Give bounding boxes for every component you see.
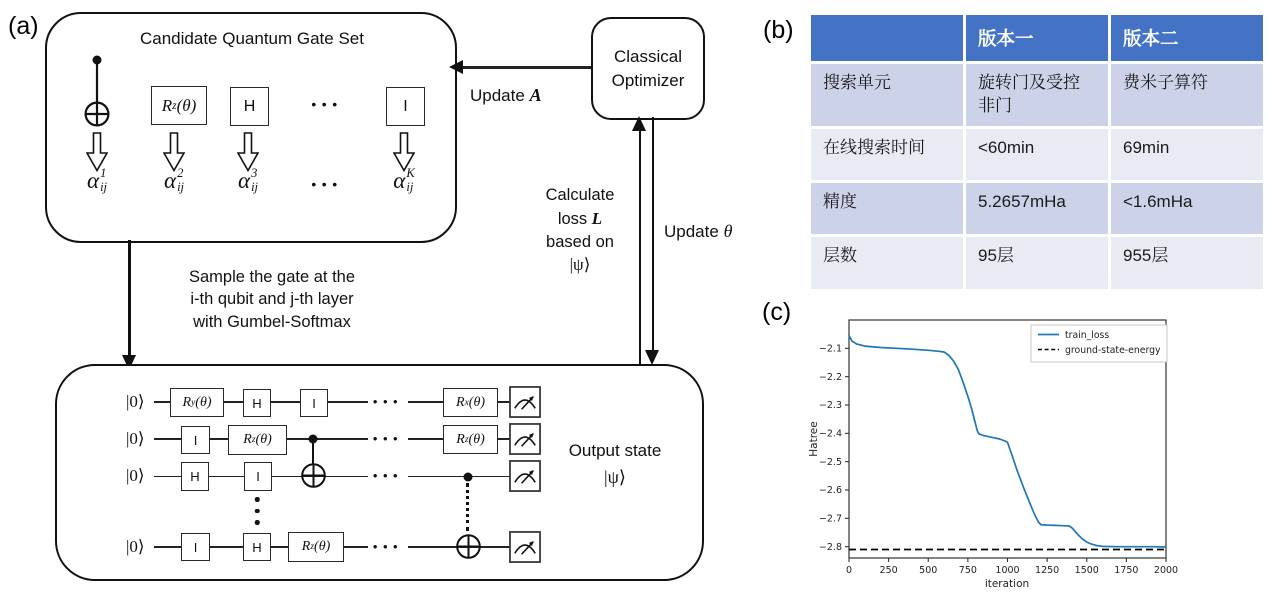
cnot-target-icon bbox=[455, 533, 482, 560]
panel-a-label: (a) bbox=[8, 12, 39, 40]
loss-feedback-line bbox=[639, 130, 641, 364]
cell-value: 955层 bbox=[1111, 237, 1263, 289]
panel-c-label: (c) bbox=[762, 298, 792, 326]
update-theta-label: Update θ bbox=[664, 221, 733, 241]
row-label: 在线搜索时间 bbox=[811, 129, 963, 180]
gate-i-candidate: I bbox=[386, 87, 425, 126]
gate-rz: R z (θ) bbox=[288, 532, 344, 562]
cnot-dotted-connector bbox=[466, 483, 469, 531]
legend-train-loss-label: train_loss bbox=[1065, 330, 1110, 341]
gate-ry: R y (θ) bbox=[170, 388, 224, 417]
gate-i: I bbox=[181, 533, 210, 561]
header-cell-version1: 版本一 bbox=[966, 15, 1108, 61]
cell-value: 95层 bbox=[966, 237, 1108, 289]
alpha-ellipsis: ••• bbox=[311, 176, 343, 192]
ket-zero: |0⟩ bbox=[126, 537, 145, 556]
measurement-icon bbox=[509, 531, 541, 563]
table-row bbox=[811, 129, 1263, 180]
row-label: 精度 bbox=[811, 183, 963, 234]
alpha-label-K: α K ij bbox=[393, 166, 415, 194]
table-row bbox=[811, 237, 1263, 289]
header-cell-version2: 版本二 bbox=[1111, 15, 1263, 61]
alpha-label-3: α 3 ij bbox=[237, 166, 259, 194]
table-row bbox=[811, 183, 1263, 234]
gate-i: I bbox=[244, 462, 272, 491]
alpha-label-2: α 2 ij bbox=[163, 166, 185, 194]
qubit-ellipsis-vertical bbox=[255, 497, 260, 525]
svg-text:1750: 1750 bbox=[1114, 565, 1139, 576]
gate-rz: R z (θ) bbox=[443, 425, 498, 454]
svg-text:−2.7: −2.7 bbox=[818, 513, 842, 525]
update-A-arrow-line bbox=[461, 66, 591, 69]
gate-i: I bbox=[300, 389, 328, 417]
svg-text:−2.2: −2.2 bbox=[818, 371, 842, 383]
cell-value: 5.2657mHa bbox=[966, 183, 1108, 234]
gate-set-title: Candidate Quantum Gate Set bbox=[140, 29, 364, 48]
svg-text:−2.8: −2.8 bbox=[818, 541, 842, 553]
gate-rz: R z (θ) bbox=[228, 425, 287, 455]
gate-i: I bbox=[181, 426, 210, 454]
y-axis-ticks bbox=[819, 344, 849, 553]
sample-gate-label: Sample the gate at the i-th qubit and j-th layer with Gumbel-Softmax bbox=[188, 268, 356, 331]
measurement-icon bbox=[509, 460, 541, 492]
circuit-ellipsis: ••• bbox=[372, 468, 404, 483]
gate-h: H bbox=[181, 462, 209, 491]
legend-ground-state-label: ground-state-energy bbox=[1065, 345, 1161, 356]
cell-value: 费米子算符 bbox=[1111, 64, 1263, 126]
cell-value: 旋转门及受控非门 bbox=[966, 64, 1108, 126]
ket-zero: |0⟩ bbox=[126, 392, 145, 411]
x-axis-ticks bbox=[846, 558, 1178, 576]
update-A-label: Update A bbox=[470, 85, 542, 105]
chart-legend bbox=[1031, 325, 1167, 362]
output-state-label: Output state |ψ⟩ bbox=[568, 441, 662, 488]
x-axis-label: iteration bbox=[984, 578, 1030, 590]
cell-value: 69min bbox=[1111, 129, 1263, 180]
svg-text:−2.3: −2.3 bbox=[818, 400, 842, 412]
svg-text:500: 500 bbox=[919, 565, 938, 576]
gate-h-candidate: H bbox=[230, 87, 269, 126]
row-label: 搜索单元 bbox=[811, 64, 963, 126]
svg-text:−2.6: −2.6 bbox=[818, 485, 842, 497]
svg-text:1500: 1500 bbox=[1074, 565, 1099, 576]
svg-text:1000: 1000 bbox=[995, 565, 1020, 576]
loss-feedback-arrowhead-icon bbox=[632, 116, 646, 131]
header-cell-blank bbox=[811, 15, 963, 61]
cnot-target-icon bbox=[300, 462, 327, 489]
gate-h: H bbox=[243, 533, 271, 561]
svg-text:2000: 2000 bbox=[1153, 565, 1179, 576]
update-theta-arrowhead-icon bbox=[645, 350, 659, 365]
circuit-ellipsis: ••• bbox=[372, 539, 404, 554]
cnot-gate-icon bbox=[83, 54, 111, 128]
calculate-loss-label: Calculate loss L based on |ψ⟩ bbox=[545, 186, 615, 275]
alpha-label-1: α 1 ij bbox=[86, 166, 108, 194]
ket-zero: |0⟩ bbox=[126, 429, 145, 448]
classical-optimizer-box: Classical Optimizer bbox=[591, 17, 705, 120]
circuit-ellipsis: ••• bbox=[372, 431, 404, 446]
panel-b-label: (b) bbox=[763, 16, 794, 44]
gate-set-ellipsis: ••• bbox=[311, 96, 343, 112]
ket-zero: |0⟩ bbox=[126, 466, 145, 485]
svg-text:−2.5: −2.5 bbox=[818, 456, 842, 468]
cell-value: <60min bbox=[966, 129, 1108, 180]
circuit-ellipsis: ••• bbox=[372, 394, 404, 409]
svg-text:1250: 1250 bbox=[1035, 565, 1060, 576]
control-dot bbox=[464, 472, 473, 481]
table-header-row bbox=[811, 15, 1263, 61]
measurement-icon bbox=[509, 423, 541, 455]
qubit-wire bbox=[408, 476, 510, 478]
measurement-icon bbox=[509, 386, 541, 418]
svg-text:−2.4: −2.4 bbox=[818, 428, 842, 440]
svg-text:0: 0 bbox=[845, 565, 853, 576]
svg-text:250: 250 bbox=[879, 565, 898, 576]
y-axis-label: Hatree bbox=[808, 421, 820, 457]
gate-h: H bbox=[243, 389, 271, 417]
sample-arrow-line bbox=[128, 240, 131, 357]
update-theta-line bbox=[652, 117, 654, 351]
update-A-arrowhead-icon bbox=[449, 60, 463, 74]
cell-value: <1.6mHa bbox=[1111, 183, 1263, 234]
comparison-table bbox=[808, 12, 1266, 292]
svg-text:750: 750 bbox=[958, 565, 977, 576]
gate-rx: R x (θ) bbox=[443, 388, 498, 417]
training-loss-chart bbox=[760, 300, 1280, 595]
table-row bbox=[811, 64, 1263, 126]
svg-text:−2.1: −2.1 bbox=[818, 343, 842, 355]
gate-rz-candidate: R z (θ) bbox=[151, 86, 207, 125]
row-label: 层数 bbox=[811, 237, 963, 289]
